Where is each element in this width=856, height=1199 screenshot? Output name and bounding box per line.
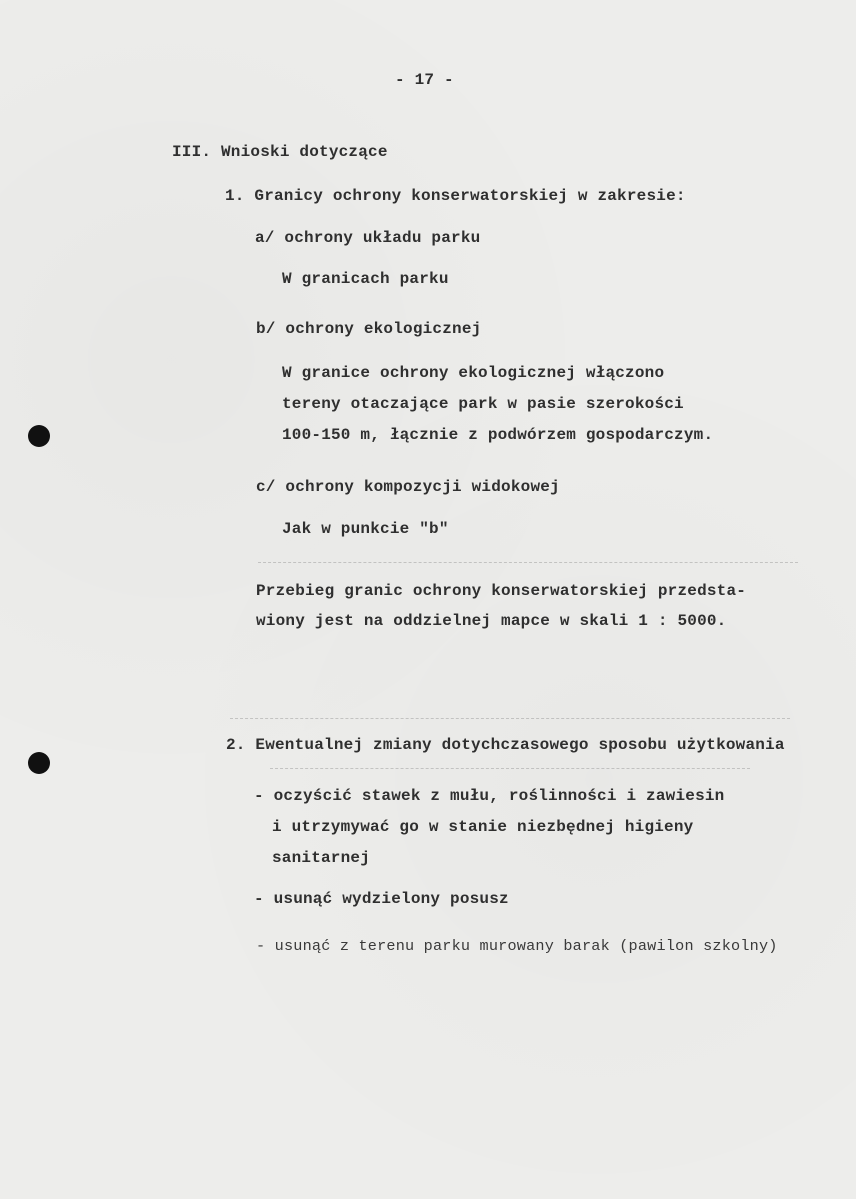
item2-bullet1-line1: - oczyścić stawek z mułu, roślinności i zawiesin bbox=[254, 787, 725, 805]
item2-title: 2. Ewentualnej zmiany dotychczasowego sposobu użytkowania bbox=[226, 736, 785, 754]
item2-bullet2: - usunąć wydzielony posusz bbox=[254, 890, 509, 908]
item1-note-line2: wiony jest na oddzielnej mapce w skali 1 : 5000. bbox=[256, 612, 727, 630]
item1-b-text-line2: tereny otaczające park w pasie szerokości bbox=[282, 395, 684, 413]
item1-c-text: Jak w punkcie "b" bbox=[282, 520, 449, 538]
item1-b-text-line3: 100-150 m, łącznie z podwórzem gospodarczym. bbox=[282, 426, 714, 444]
divider bbox=[270, 768, 750, 769]
page-number: - 17 - bbox=[395, 71, 454, 89]
item1-title: 1. Granicy ochrony konserwatorskiej w zakresie: bbox=[225, 187, 686, 205]
divider bbox=[230, 718, 790, 719]
section-heading: III. Wnioski dotyczące bbox=[172, 143, 388, 161]
item2-bullet3: - usunąć z terenu parku murowany barak (pawilon szkolny) bbox=[256, 937, 778, 955]
divider bbox=[258, 562, 798, 563]
punch-hole bbox=[28, 425, 50, 447]
item1-b-label: b/ ochrony ekologicznej bbox=[256, 320, 482, 338]
item1-note-line1: Przebieg granic ochrony konserwatorskiej przedsta- bbox=[256, 582, 747, 600]
item1-a-label: a/ ochrony układu parku bbox=[255, 229, 481, 247]
item2-bullet1-line3: sanitarnej bbox=[272, 849, 371, 867]
item1-a-text: W granicach parku bbox=[282, 270, 449, 288]
item1-c-label: c/ ochrony kompozycji widokowej bbox=[256, 478, 560, 496]
item1-b-text-line1: W granice ochrony ekologicznej włączono bbox=[282, 364, 665, 382]
punch-hole bbox=[28, 752, 50, 774]
item2-bullet1-line2: i utrzymywać go w stanie niezbędnej higieny bbox=[272, 818, 694, 836]
